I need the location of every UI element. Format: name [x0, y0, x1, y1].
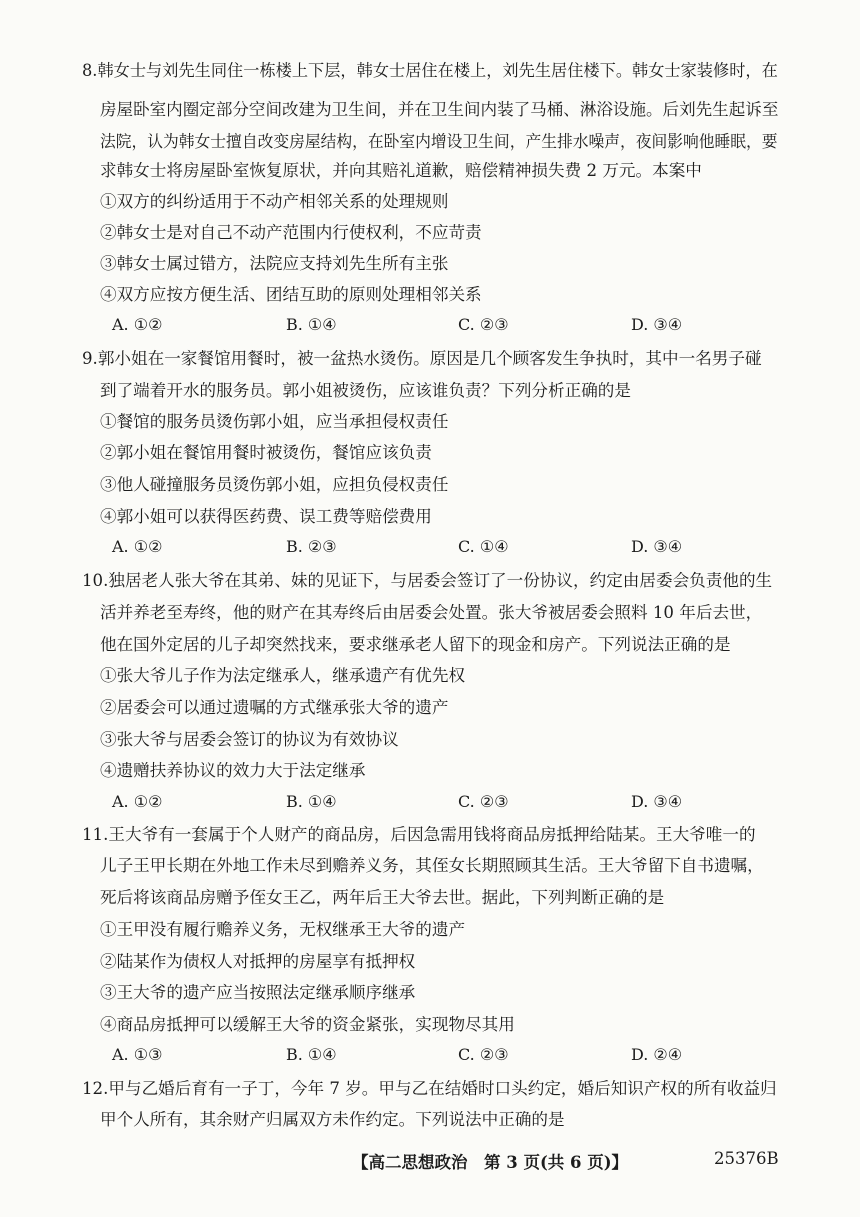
- option-statement: ②居委会可以通过遗嘱的方式继承张大爷的遗产: [100, 698, 449, 717]
- question-stem-line: 死后将该商品房赠予侄女王乙，两年后王大爷去世。据此，下列判断正确的是: [100, 888, 665, 907]
- choice-d[interactable]: D. ②④: [631, 1045, 683, 1064]
- question-stem-line: 8.韩女士与刘先生同住一栋楼上下层，韩女士居住在楼上，刘先生居住楼下。韩女士家装修时，在: [82, 61, 778, 80]
- page-info: 【高二思想政治 第 3 页(共 6 页)】: [352, 1153, 629, 1172]
- option-statement: ①双方的纠纷适用于不动产相邻关系的处理规则: [100, 192, 449, 211]
- option-statement: ②韩女士是对自己不动产范围内行使权利，不应苛责: [100, 223, 482, 242]
- option-statement: ②郭小姐在餐馆用餐时被烫伤，餐馆应该负责: [100, 443, 432, 462]
- answer-choices: [0, 539, 860, 559]
- question-stem-line: 活并养老至寿终，他的财产在其寿终后由居委会处置。张大爷被居委会照料 10 年后去世，: [100, 603, 763, 622]
- question-stem-line: 儿子王甲长期在外地工作未尽到赡养义务，其侄女长期照顾其生活。王大爷留下自书遗嘱，: [100, 856, 764, 875]
- choice-a[interactable]: A. ①②: [112, 537, 163, 556]
- option-statement: ③王大爷的遗产应当按照法定继承顺序继承: [100, 983, 416, 1002]
- choice-a[interactable]: A. ①②: [112, 792, 163, 811]
- choice-b[interactable]: B. ①④: [286, 792, 337, 811]
- question-stem-line: 到了端着开水的服务员。郭小姐被烫伤，应该谁负责？下列分析正确的是: [100, 381, 631, 400]
- option-statement: ④双方应按方便生活、团结互助的原则处理相邻关系: [100, 285, 482, 304]
- answer-choices: [0, 794, 860, 814]
- option-statement: ①王甲没有履行赡养义务，无权继承王大爷的遗产: [100, 920, 466, 939]
- choice-b[interactable]: B. ①④: [286, 315, 337, 334]
- option-statement: ④商品房抵押可以缓解王大爷的资金紧张，实现物尽其用: [100, 1015, 515, 1034]
- option-statement: ③韩女士属过错方，法院应支持刘先生所有主张: [100, 254, 449, 273]
- choice-b[interactable]: B. ①④: [286, 1045, 337, 1064]
- option-statement: ④遗赠扶养协议的效力大于法定继承: [100, 761, 366, 780]
- option-statement: ②陆某作为债权人对抵押的房屋享有抵押权: [100, 952, 416, 971]
- choice-a[interactable]: A. ①③: [112, 1045, 163, 1064]
- choice-c[interactable]: C. ①④: [458, 537, 509, 556]
- option-statement: ①餐馆的服务员烫伤郭小姐，应当承担侵权责任: [100, 412, 449, 431]
- question-stem-line: 他在国外定居的儿子却突然找来，要求继承老人留下的现金和房产。下列说法正确的是: [100, 635, 731, 654]
- page-footer: [0, 1149, 860, 1173]
- option-statement: ①张大爷儿子作为法定继承人，继承遗产有优先权: [100, 666, 466, 685]
- choice-d[interactable]: D. ③④: [631, 792, 683, 811]
- exam-code: 25376B: [714, 1149, 779, 1168]
- question-stem-line: 求韩女士将房屋卧室恢复原状，并向其赔礼道歉，赔偿精神损失费 2 万元。本案中: [100, 161, 702, 180]
- question-stem-line: 甲个人所有，其余财产归属双方未作约定。下列说法中正确的是: [100, 1110, 565, 1129]
- option-statement: ③张大爷与居委会签订的协议为有效协议: [100, 730, 399, 749]
- choice-d[interactable]: D. ③④: [631, 315, 683, 334]
- question-stem-line: 法院，认为韩女士擅自改变房屋结构，在卧室内增设卫生间，产生排水噪声，夜间影响他睡眠，要: [100, 132, 778, 151]
- answer-choices: [0, 1047, 860, 1067]
- option-statement: ③他人碰撞服务员烫伤郭小姐，应担负侵权责任: [100, 475, 449, 494]
- answer-choices: [0, 317, 860, 337]
- question-stem-line: 12.甲与乙婚后育有一子丁，今年 7 岁。甲与乙在结婚时口头约定，婚后知识产权的所有收益归: [82, 1079, 777, 1098]
- choice-c[interactable]: C. ②③: [458, 315, 509, 334]
- question-stem-line: 9.郭小姐在一家餐馆用餐时，被一盆热水烫伤。原因是几个顾客发生争执时，其中一名男子碰: [82, 349, 762, 368]
- choice-c[interactable]: C. ②③: [458, 1045, 509, 1064]
- question-stem-line: 11.王大爷有一套属于个人财产的商品房，后因急需用钱将商品房抵押给陆某。王大爷唯一的: [82, 825, 756, 844]
- choice-a[interactable]: A. ①②: [112, 315, 163, 334]
- question-stem-line: 房屋卧室内圈定部分空间改建为卫生间，并在卫生间内装了马桶、淋浴设施。后刘先生起诉至: [100, 100, 779, 119]
- question-stem-line: 10.独居老人张大爷在其弟、妹的见证下，与居委会签订了一份协议，约定由居委会负责他的生: [82, 571, 773, 590]
- choice-c[interactable]: C. ②③: [458, 792, 509, 811]
- choice-b[interactable]: B. ②③: [286, 537, 337, 556]
- option-statement: ④郭小姐可以获得医药费、误工费等赔偿费用: [100, 507, 432, 526]
- choice-d[interactable]: D. ③④: [631, 537, 683, 556]
